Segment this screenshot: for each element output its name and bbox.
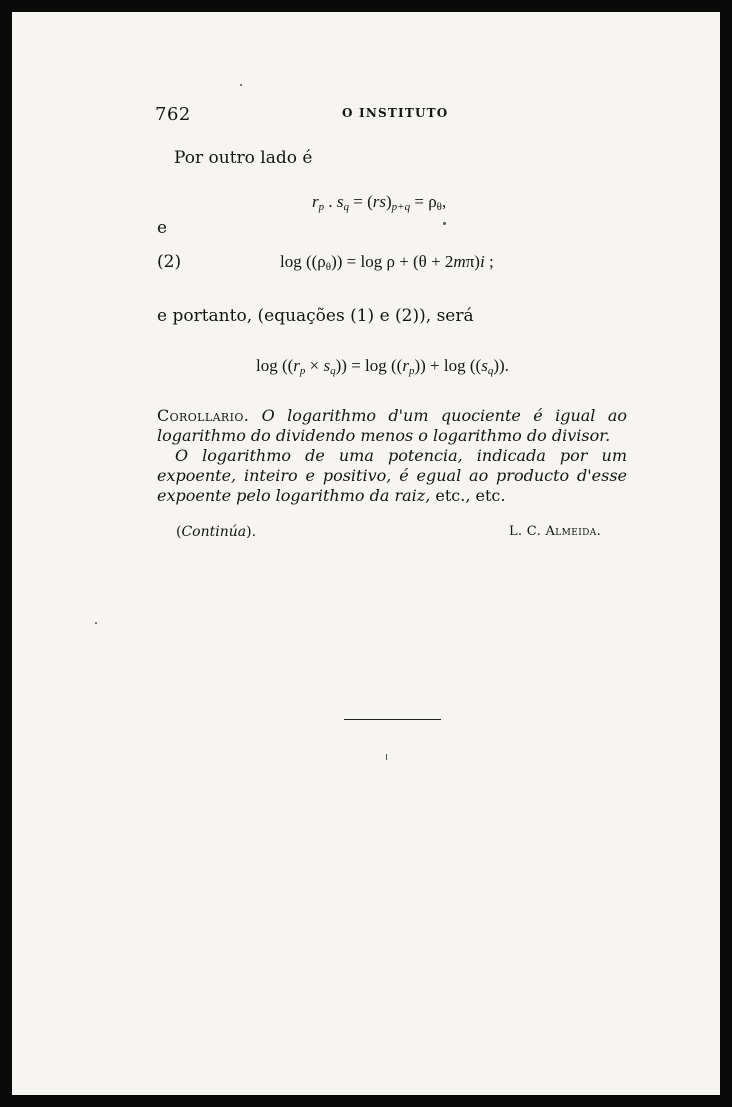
eq3-lhs-open: log (( [256,356,294,375]
eq3-q: q [330,365,336,377]
eq1-equals-2: = [410,192,429,211]
eq3-r: r [293,356,300,375]
page-number: 762 [155,104,191,125]
paper-speck [443,222,446,225]
corollary-label: Corollario. [157,406,250,425]
continua-note: (Continúa). [176,524,257,540]
equation-3 [256,356,509,376]
eq1-p-plus-q: p+q [391,201,411,213]
eq2-lhs-open: log (( [280,252,318,271]
eq1-q: q [343,201,349,213]
text-line-por-outro-lado: Por outro lado é [174,148,313,168]
page [12,12,720,1095]
equation-2-label: (2) [157,252,182,272]
signature-surname: Almeida. [545,524,602,539]
author-signature [509,524,601,539]
equation-1 [312,192,446,212]
eq1-rho: ρ [428,192,437,211]
eq3-r-2: r [402,356,409,375]
continua-text: Continúa [181,524,247,540]
eq2-theta: θ [325,261,332,273]
eq2-m: m [453,252,466,271]
eq2-i: i [479,252,485,271]
signature-initials: L. C. [509,524,542,539]
eq3-p-2: p [408,365,415,377]
eq2-rhs: + (θ + 2 [394,252,454,271]
eq3-s: s [323,356,331,375]
eq3-lhs-close: )) = log (( [335,356,403,375]
eq3-mid: )) + log (( [414,356,482,375]
equation-2 [280,252,494,272]
eq1-comma: , [441,192,447,211]
eq1-s: s [336,192,344,211]
eq1-theta: θ [436,201,442,213]
eq1-r: r [312,192,319,211]
eq2-semicolon: ; [484,252,494,271]
eq3-s-2: s [481,356,488,375]
eq3-end: )). [493,356,509,375]
eq1-p: p [318,201,325,213]
eq2-lhs-close: )) = log [331,252,387,271]
eq3-times: × [305,356,324,375]
eq1-close-paren: ) [385,192,392,211]
eq2-paren: ) [474,252,480,271]
corollary-block [157,406,627,506]
text-line-portanto: e portanto, (equações (1) e (2)), será [157,306,474,326]
eq1-equals-1: = ( [349,192,373,211]
eq2-pi: π [465,252,475,271]
eq3-q-2: q [487,365,494,377]
corollary-text-2-roman: etc., etc. [435,486,506,505]
corollary-text-2-italic: O logarithmo de uma potencia, indicada por um expoente, inteiro e positivo, é egual ao producto d'esse expoente pelo logarithmo da raiz, [157,446,627,505]
end-rule [344,719,441,720]
eq3-p: p [299,365,306,377]
running-head: O INSTITUTO [342,106,449,120]
eq2-rho-2: ρ [386,252,395,271]
eq1-dot: . [324,192,337,211]
eq1-rs: rs [372,192,386,211]
eq2-rho: ρ [317,252,326,271]
paper-speck [386,754,387,760]
corollary-paragraph-2 [157,446,627,506]
paper-speck [240,84,242,86]
paper-speck [95,622,97,624]
corollary-text-1: O logarithmo d'um quociente é igual ao logarithmo do dividendo menos o logarithmo do divisor. [157,406,627,445]
text-line-e: e [157,218,168,238]
corollary-paragraph-1 [157,406,627,446]
